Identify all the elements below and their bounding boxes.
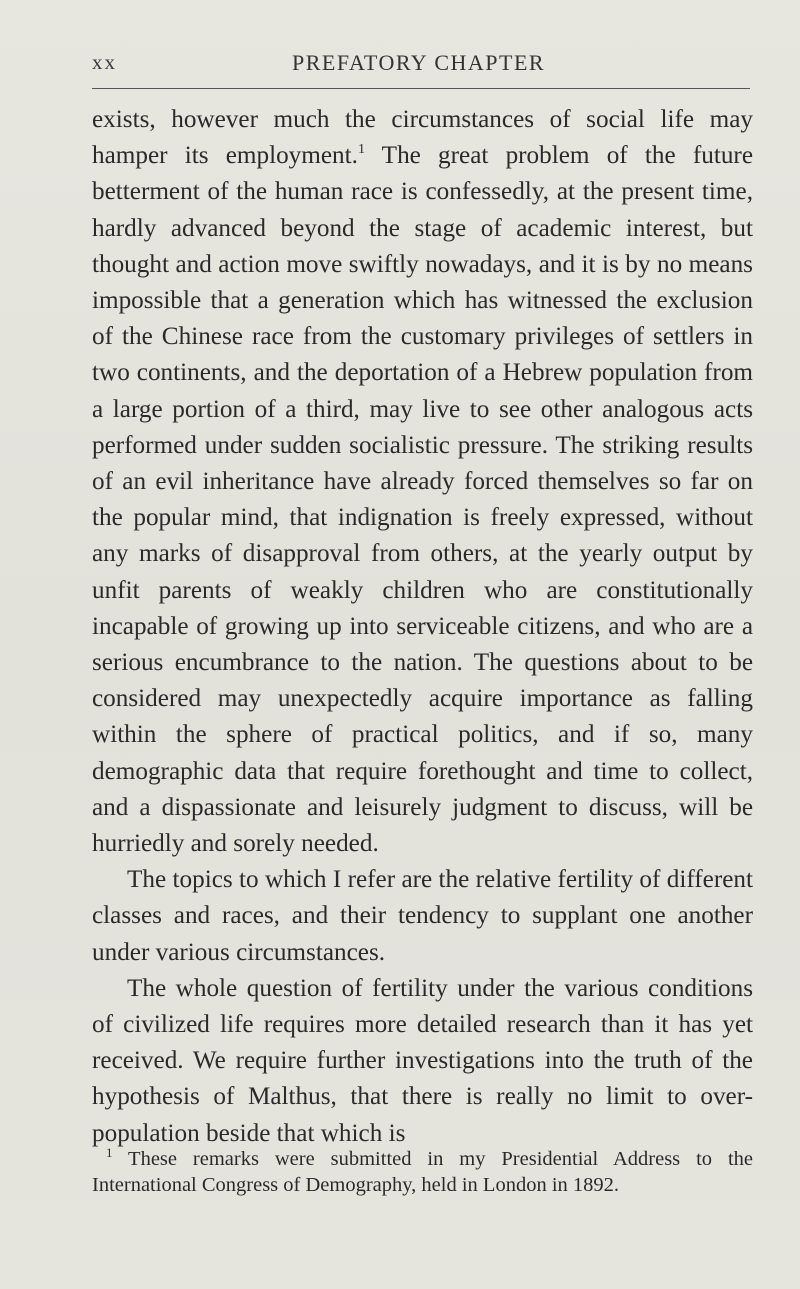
body-text bbox=[92, 102, 753, 1152]
running-title: PREFATORY CHAPTER bbox=[292, 50, 546, 75]
running-header bbox=[92, 50, 752, 84]
page-number: xx bbox=[92, 50, 117, 74]
footnote-marker: 1 bbox=[106, 1145, 113, 1160]
paragraph-1 bbox=[92, 102, 753, 862]
paragraph-1-part-a: exists, however much the circumstances of social life may hamper its employment. bbox=[92, 106, 753, 170]
footnote-reference: 1 bbox=[357, 142, 365, 158]
header-rule bbox=[92, 88, 750, 89]
paragraph-2: The topics to which I refer are the relative fertility of different classes and races, and their tendency to supplant one another under various circumstances. bbox=[92, 866, 753, 966]
footnote bbox=[92, 1146, 753, 1198]
paragraph-1-part-b: The great problem of the future betterment of the human race is confessedly, at the present time, hardly advanced beyond the stage of academic interest, but thought and action move swiftly nowadays, and it is by no means impossible that a generation which has witnessed the exclusion of the Chinese race from the customary privileges of settlers in two continents, and the deportation of a Hebrew population from a large portion of a third, may live to see other analogous acts performed under sudden socialistic pressure. The striking results of an evil inheritance have already forced themselves so far on the popular mind, that indignation is freely expressed, without any marks of disapproval from others, at the yearly output by unfit parents of weakly children who are constitutionally incapable of growing up into serviceable citizens, and who are a serious encumbrance to the nation. The questions about to be considered may unexpectedly acquire importance as falling within the sphere of practical politics, and if so, many demographic data that require forethought and time to collect, and a dispassionate and leisurely judgment to discuss, will be hurriedly and sorely needed. bbox=[92, 142, 753, 858]
footnote-text: These remarks were submitted in my Presidential Address to the International Congress of Demography, held in London in 1892. bbox=[92, 1148, 753, 1196]
paragraph-3: The whole question of fertility under the various conditions of civilized life requires more detailed research than it has yet received. We require further investigations into the truth of the hypothesis of Malthus, that there is really no limit to over-population beside that which is bbox=[92, 974, 753, 1147]
